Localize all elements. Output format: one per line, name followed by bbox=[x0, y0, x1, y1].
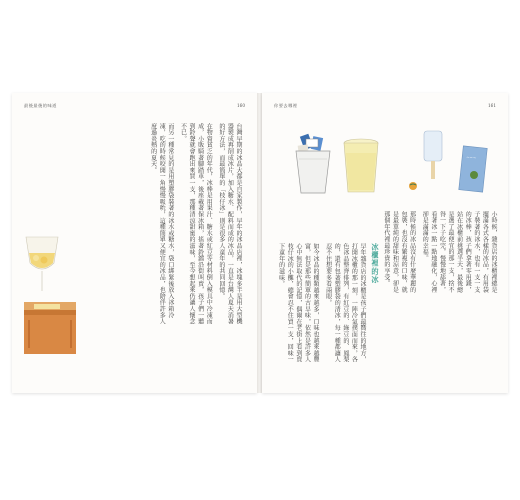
juice-carton-icon bbox=[458, 145, 488, 193]
right-page-number: 161 bbox=[488, 103, 496, 108]
left-body-text bbox=[62, 123, 242, 325]
left-page-number: 160 bbox=[237, 103, 245, 108]
cup-with-packets-icon bbox=[292, 133, 334, 195]
left-paragraph: 在物資貧乏的年代，冰棒是用果汁、糖水或紅豆等材料倒入模具中冷凍而成，小販騎著腳踏車，後座載著保冰箱，搖著鈴鐺沿街叫賣，孩子們一聽到鈴聲就會跑出來買一支，那種清涼甜蜜的滋味，至今想起來仍讓人懷念不已。 bbox=[179, 123, 213, 325]
right-lower-text bbox=[277, 243, 366, 363]
right-page bbox=[262, 93, 508, 393]
right-paragraph: 小時候，雜貨店的冰櫃裡總是擺滿各式各樣的冰品，有用袋子裝著的冰水，也有一支一支的冰棒，孩子們拿著零用錢，站在冰櫃前挑選半天，最後總是選了最便宜的那一支，捨不得一下子吃完，慢慢地舔著，看著冰一點一點地融化，心裡卻是滿滿的幸福。 bbox=[421, 211, 497, 293]
cooler-box-icon bbox=[20, 298, 80, 358]
svg-text:~~~: ~~~ bbox=[465, 154, 477, 161]
left-paragraph: 而另一種常見的是用塑膠袋裝著的冰水或糖水，袋口綁緊後放入冰箱冷凍，吃的時候咬開一角慢慢吸吮，這種簡單又便宜的冰品，也陪伴許多人度過炎熱的夏天。 bbox=[149, 123, 174, 325]
section-heading: 冰櫃裡的冰 bbox=[371, 243, 380, 284]
right-section-paragraph: 如今冰品的種類越來越多，口味也越來越豐富，但是那些簡單的古早味，依然是許多人心中無法取代的記憶，偶爾在老街上看到賣枝仔冰的小攤，總會忍不住買一支，回味一下童年的滋味。 bbox=[277, 243, 320, 363]
popsicle-icon bbox=[422, 129, 444, 181]
candy-icon bbox=[408, 181, 418, 191]
drink-cup-icon bbox=[342, 138, 380, 194]
right-section-paragraph: 早年雜貨店的冰櫃是孩子們最嚮往的地方，打開冰櫃的那一刻，一陣冷氣撲面而來，各色冰品整齊排列，有紅豆的、綠豆的、鳳梨的，還有包著塑膠袋的清冰，每一種都讓人忍不住想要多看兩眼。 bbox=[324, 243, 366, 363]
right-paragraph: 那時候的冰品沒有什麼華麗的包裝，也沒有繁複的口味，就是最單純的甜味和涼意，卻是那個年代裡最珍貴的享受。 bbox=[382, 211, 416, 293]
ice-bag-icon bbox=[22, 233, 62, 293]
left-running-head: 最後最後的味道 bbox=[24, 103, 57, 108]
left-paragraph: 台灣早期的冰品大都是自家製作，早年的冰品店裡，冰塊多半是用大型機器製成再削成冰片，加入糖水、配料而成的冰品，一直是台灣人夏天消暑的好方法，而最簡單的「枝仔冰」則是很多人童年的共同回憶。 bbox=[217, 123, 242, 325]
left-page bbox=[12, 93, 257, 393]
right-running-head: 你要去哪裡 bbox=[274, 103, 298, 108]
right-upper-text bbox=[372, 211, 497, 297]
